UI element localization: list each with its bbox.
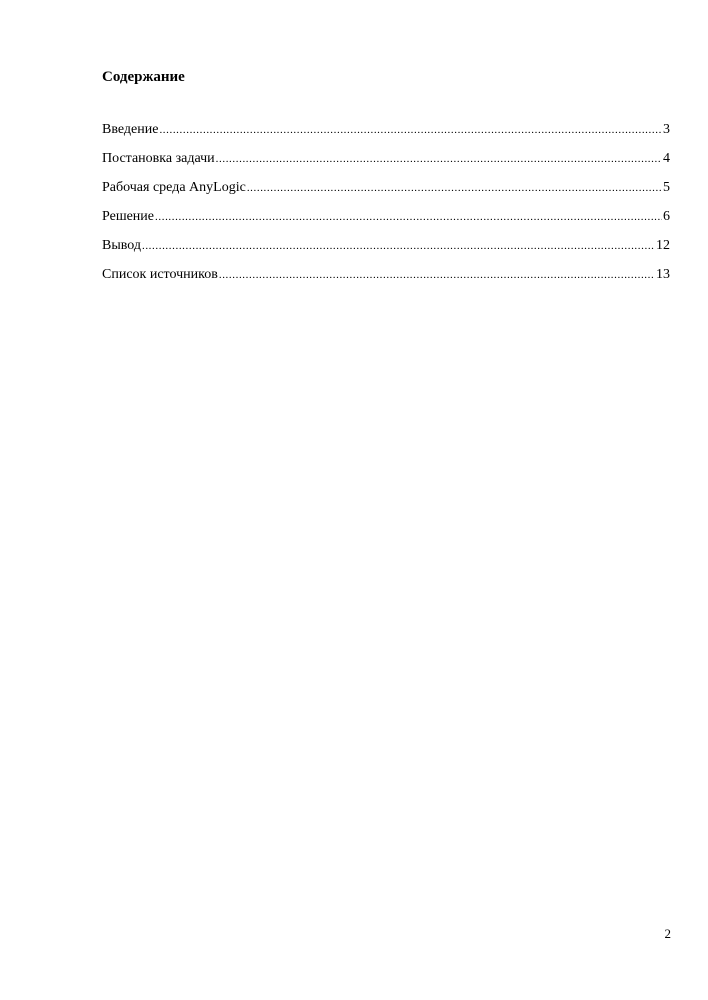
toc-entry-page: 12 [656, 238, 670, 253]
toc-entry-page: 6 [663, 209, 670, 224]
toc-entry-page: 13 [656, 267, 670, 282]
toc-entry[interactable] [102, 121, 670, 150]
page-number: 2 [664, 926, 671, 941]
toc-dot-leader [159, 121, 662, 139]
toc-entry-label: Рабочая среда AnyLogic [102, 180, 246, 195]
toc-dot-leader [219, 266, 655, 284]
toc-dot-leader [247, 179, 662, 197]
toc-entry-label: Введение [102, 122, 159, 137]
toc-entry[interactable] [102, 237, 670, 266]
toc-entry[interactable] [102, 266, 670, 295]
toc-entry-page: 3 [663, 122, 670, 137]
toc-title: Содержание [102, 69, 185, 85]
toc-entry-label: Список источников [102, 267, 218, 282]
toc-entry-label: Решение [102, 209, 155, 224]
toc-entry[interactable] [102, 208, 670, 237]
table-of-contents [102, 121, 670, 295]
toc-entry-label: Вывод [102, 238, 141, 253]
toc-entry-page: 5 [663, 180, 670, 195]
toc-dot-leader [155, 208, 662, 226]
toc-entry-page: 4 [663, 151, 670, 166]
toc-entry-label: Постановка задачи [102, 151, 215, 166]
toc-dot-leader [216, 150, 662, 168]
toc-dot-leader [142, 237, 655, 255]
toc-entry[interactable] [102, 150, 670, 179]
toc-entry[interactable] [102, 179, 670, 208]
